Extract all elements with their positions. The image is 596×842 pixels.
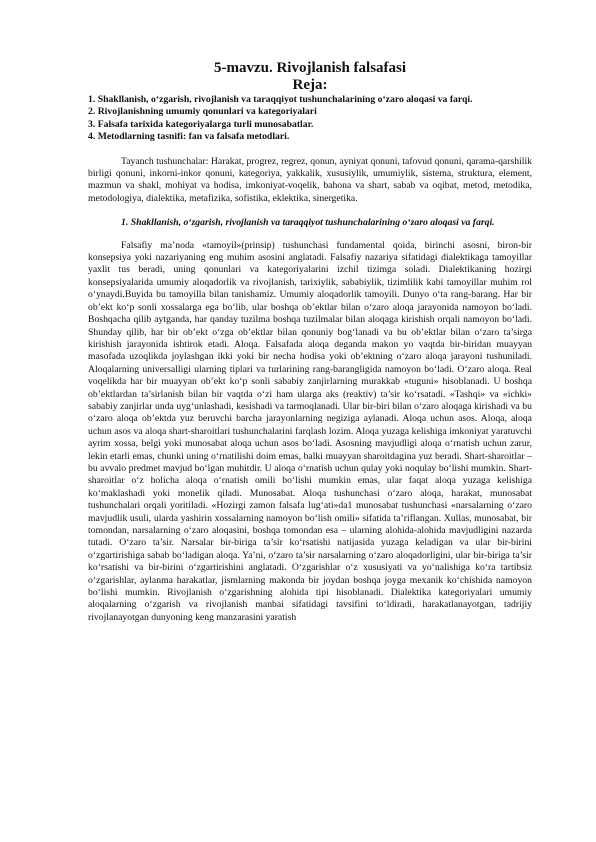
plan-item: 3. Falsafa tarixida kategoriyalarga turli munosabatlar.	[88, 118, 314, 130]
body-paragraph: Falsafiy ma’noda «tamoyil»(prinsip) tushunchasi fundamental qoida, birinchi asosni, biron-bir konsepsiya yoki nazariyaning eng muhim asosini anglatadi. Falsafiy nazariya sifatidagi dialektikaga tamoyillar yaxlit tus beradi, uning qonunlari va kategoriyalarini izchil tizimga soladi. Dialektikaning hozirgi konsepsiyalarida umumiy aloqadorlik va rivojlanish, tarixiylik, sababiylik, tizimlilik kabi tamoyillar muhim rol o‘ynaydi.Buуida bu tamoyilla bilan tanishamiz. Umumiy aloqadorlik tamoyili. Dunyo o‘ta rang-barang. Har bir ob’ekt ko‘p sonli xossalarga ega bo‘lib, ular boshqa ob’ektlar bilan o‘zaro aloqa jarayonida namoyon bo‘ladi. Boshqacha qilib aytganda, har qanday tuzilma boshqa tuzilmalar bilan aloqaga kirishish orqali namoyon bo‘ladi. Shunday qilib, har bir ob’ekt o‘zga ob’ektlar bilan qonuniy bog‘lanadi va bu ob’ektlar bilan o‘zaro ta’sirga kirishish jarayonida ishtirok etadi. Aloqa. Falsafada aloqa deganda makon yo vaqtda bir-biridan muayyan masofada uzoqlikda joylashgan ikki yoki bir necha hodisa yoki ob’ektning o‘zaro aloqa jarayoni tushuniladi. Aloqalarning universalligi ularning tiplari va turlarining rang-barangligida namoyon bo‘ladi. O‘zaro aloqa. Real voqelikda har bir muayyan ob’ekt ko‘p sonli sababiy zanjirlarning murakkab «tuguni» hisoblanadi. U boshqa ob’ektlardan ta’sirlanish bilan bir vaqtda o‘zi ham ularga aks (reaktiv) ta’sir ko‘rsatadi. «Tashqi» va «ichki» sababiy zanjirlar unda uyg‘unlashadi, kesishadi va tarmoqlanadi. Ular bir-biri bilan o‘zaro aloqaga kirishadi va bu o‘zaro aloqa ob’ektda yuz beruvchi barcha jarayonlarning negiziga aylanadi. Aloqa uchun asos. Aloqa, aloqa uchun asos va aloqa shart-sharoitlari tushunchalarini farqlash lozim. Aloqa yuzaga kelishiga imkoniyat yaratuvchi ayrim xossa, belgi yoki munosabat aloqa uchun asos bo‘ladi. Asosning mavjudligi aloqa o‘rnatish uchun zarur, lekin etarli emas, chunki uning o‘rnatilishi doim emas, balki muayyan sharoitdagina yuz beradi. Shart-sharoitlar – bu avvalo predmet mavjud bo‘lgan muhitdir. U aloqa o‘rnatish uchun qulay yoki noqulay bo‘lishi mumkin. Shart-sharoitlar o‘z holicha aloqa o‘rnatish omili bo‘lishi mumkin emas, ular faqat aloqa yuzaga kelishiga ko‘maklashadi yoki monelik qiladi. Munosabat. Aloqa tushunchasi o‘zaro aloqa, harakat, munosabat tushunchalari orqali yoritiladi. «Hozirgi zamon falsafa lug‘ati»da1 munosabat tushunchasi «narsalarning o‘zaro mavjudlik usuli, ularda yashirin xossalarning namoyon bo‘lish omili» sifatida ta’riflangan. Xullas, munosabat, bir tomondan, narsalarning o‘zaro aloqasini, boshqa tomondan esa – ularning alohida-alohida mavjudligini nazarda tutadi. O‘zaro ta’sir. Narsalar bir-biriga ta’sir ko‘rsatishi natijasida yuzaga keladigan va ular bir-birini o‘zgartirishiga sabab bo‘ladigan aloqa. Ya’ni, o‘zaro ta’sir narsalarning o‘zaro aloqadorligini, ular bir-biriga ta’sir ko‘rsatishi va bir-birini o‘zgartirishini anglatadi. O‘zgarishlar o‘z xususiyati va yo‘nalishiga ko‘ra tartibsiz o‘zgarishlar, aylanma harakatlar, jismlarning makonda bir joydan boshqa joyga mexanik ko‘chishida namoyon bo‘lishi mumkin. Rivojlanish o‘zgarishning alohida tipi hisoblanadi. Dialektika kategoriyalari umumiy aloqalarning o‘zgarish va rivojlanish manbai sifatidagi tavsifini to‘ldiradi, harakatlanayotgan, tadrijiy rivojlanayotgan dunyoning keng manzarasini yaratish	[88, 239, 532, 623]
plan-heading: Reja:	[292, 77, 328, 93]
section-heading: 1. Shakllanish, o‘zgarish, rivojlanish va taraqqiyot tushunchalarining o‘zaro aloqasi va farqi.	[121, 217, 495, 229]
page-title: 5-mavzu. Rivojlanish falsafasi	[213, 60, 407, 76]
plan-item: 2. Rivojlanishning umumiy qonunlari va kategoriyalari	[88, 106, 317, 118]
plan-item: 1. Shakllanish, o‘zgarish, rivojlanish va taraqqiyot tushunchalarining o‘zaro aloqasi va farqi.	[88, 94, 473, 105]
key-concepts-paragraph: Tayanch tushunchalar: Harakat, progrez, regrez, qonun, ayniyat qonuni, tafovud qonuni, qarama-qarshilik birligi qonuni, inkorni-inkor qonuni, kategoriya, yakkalik, xususiylik, umumiylik, sistema, struktura, element, mazmun va shakl, mohiyat va hodisa, imkoniyat-voqelik, bahona va shart, sabab va oqibat, metod, metodika, metodologiya, dialektika, metafizika, sofistika, eklektika, sinergetika.	[88, 155, 532, 204]
plan-item: 4. Metodlarning tasnifi: fan va falsafa metodlari.	[88, 131, 290, 143]
document-page	[88, 60, 532, 624]
